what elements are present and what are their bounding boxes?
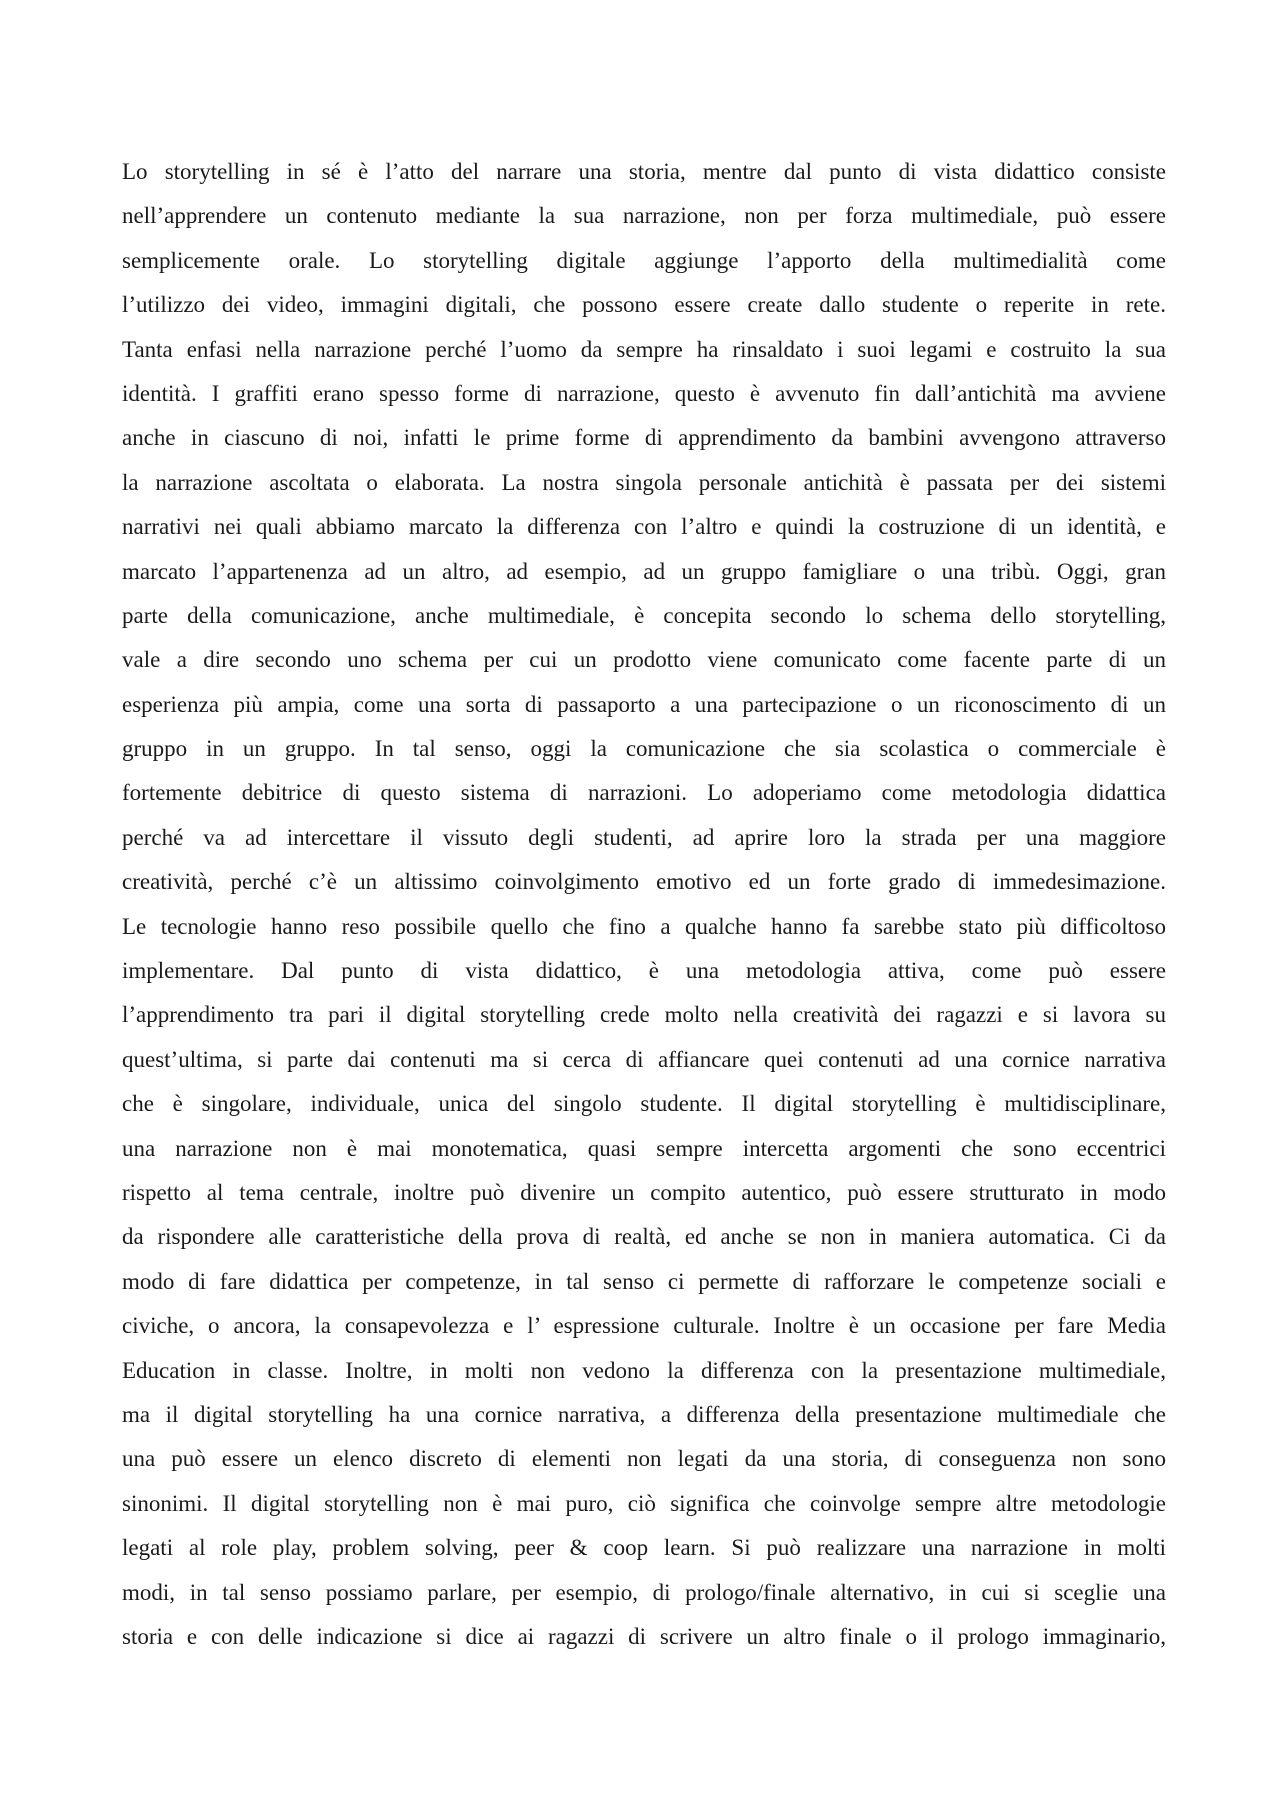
text-line: perché va ad intercettare il vissuto degli studenti, ad aprire loro la strada per una maggiore <box>122 824 1166 850</box>
text-line: storia e con delle indicazione si dice ai ragazzi di scrivere un altro finale o il prologo immaginario, <box>122 1623 1166 1649</box>
text-line: implementare. Dal punto di vista didattico, è una metodologia attiva, come può essere <box>122 958 1166 984</box>
text-line: Tanta enfasi nella narrazione perché l’uomo da sempre ha rinsaldato i suoi legami e costruito la sua <box>122 336 1166 362</box>
text-line: una può essere un elenco discreto di elementi non legati da una storia, di conseguenza non sono <box>122 1446 1166 1472</box>
text-line: marcato l’appartenenza ad un altro, ad esempio, ad un gruppo famigliare o una tribù. Oggi, gran <box>122 558 1166 584</box>
text-line: narrativi nei quali abbiamo marcato la differenza con l’altro e quindi la costruzione di un identità, e <box>122 514 1166 540</box>
text-line: modo di fare didattica per competenze, in tal senso ci permette di rafforzare le competenze sociali e <box>122 1268 1166 1294</box>
text-line: Education in classe. Inoltre, in molti non vedono la differenza con la presentazione multimediale, <box>122 1357 1166 1383</box>
body-paragraph <box>122 150 1166 1659</box>
text-line: modi, in tal senso possiamo parlare, per esempio, di prologo/finale alternativo, in cui si sceglie una <box>122 1579 1166 1605</box>
text-line: ma il digital storytelling ha una cornice narrativa, a differenza della presentazione multimediale che <box>122 1401 1166 1427</box>
text-line: parte della comunicazione, anche multimediale, è concepita secondo lo schema dello storytelling, <box>122 602 1166 628</box>
text-line: semplicemente orale. Lo storytelling digitale aggiunge l’apporto della multimedialità come <box>122 247 1166 273</box>
text-line: civiche, o ancora, la consapevolezza e l’ espressione culturale. Inoltre è un occasione per fare Media <box>122 1313 1166 1339</box>
text-line: l’utilizzo dei video, immagini digitali, che possono essere create dallo studente o reperite in rete. <box>122 292 1166 318</box>
text-line: da rispondere alle caratteristiche della prova di realtà, ed anche se non in maniera automatica. Ci da <box>122 1224 1166 1250</box>
text-line: l’apprendimento tra pari il digital storytelling crede molto nella creatività dei ragazzi e si lavora su <box>122 1002 1166 1028</box>
text-line: nell’apprendere un contenuto mediante la sua narrazione, non per forza multimediale, può essere <box>122 203 1166 229</box>
text-line: sinonimi. Il digital storytelling non è mai puro, ciò significa che coinvolge sempre altre metodologie <box>122 1490 1166 1516</box>
text-line: anche in ciascuno di noi, infatti le prime forme di apprendimento da bambini avvengono attraverso <box>122 425 1166 451</box>
text-line: la narrazione ascoltata o elaborata. La nostra singola personale antichità è passata per dei sistemi <box>122 469 1166 495</box>
text-line: gruppo in un gruppo. In tal senso, oggi la comunicazione che sia scolastica o commerciale è <box>122 736 1166 762</box>
text-line: legati al role play, problem solving, peer & coop learn. Si può realizzare una narrazione in molti <box>122 1535 1166 1561</box>
text-line: Lo storytelling in sé è l’atto del narrare una storia, mentre dal punto di vista didattico consiste <box>122 159 1166 184</box>
text-line: che è singolare, individuale, unica del singolo studente. Il digital storytelling è multidisciplinare, <box>122 1091 1166 1117</box>
text-line: quest’ultima, si parte dai contenuti ma si cerca di affiancare quei contenuti ad una cornice narrativa <box>122 1046 1166 1072</box>
text-line: esperienza più ampia, come una sorta di passaporto a una partecipazione o un riconoscimento di un <box>122 691 1166 717</box>
text-line: Le tecnologie hanno reso possibile quello che fino a qualche hanno fa sarebbe stato più difficoltoso <box>122 913 1166 939</box>
text-line: identità. I graffiti erano spesso forme di narrazione, questo è avvenuto fin dall’antichità ma avviene <box>122 380 1166 406</box>
text-line: fortemente debitrice di questo sistema di narrazioni. Lo adoperiamo come metodologia didattica <box>122 780 1166 806</box>
text-line: rispetto al tema centrale, inoltre può divenire un compito autentico, può essere strutturato in modo <box>122 1179 1166 1205</box>
text-line: creatività, perché c’è un altissimo coinvolgimento emotivo ed un forte grado di immedesimazione. <box>122 869 1166 895</box>
text-line: una narrazione non è mai monotematica, quasi sempre intercetta argomenti che sono eccentrici <box>122 1135 1166 1161</box>
text-line: vale a dire secondo uno schema per cui un prodotto viene comunicato come facente parte di un <box>122 647 1166 673</box>
